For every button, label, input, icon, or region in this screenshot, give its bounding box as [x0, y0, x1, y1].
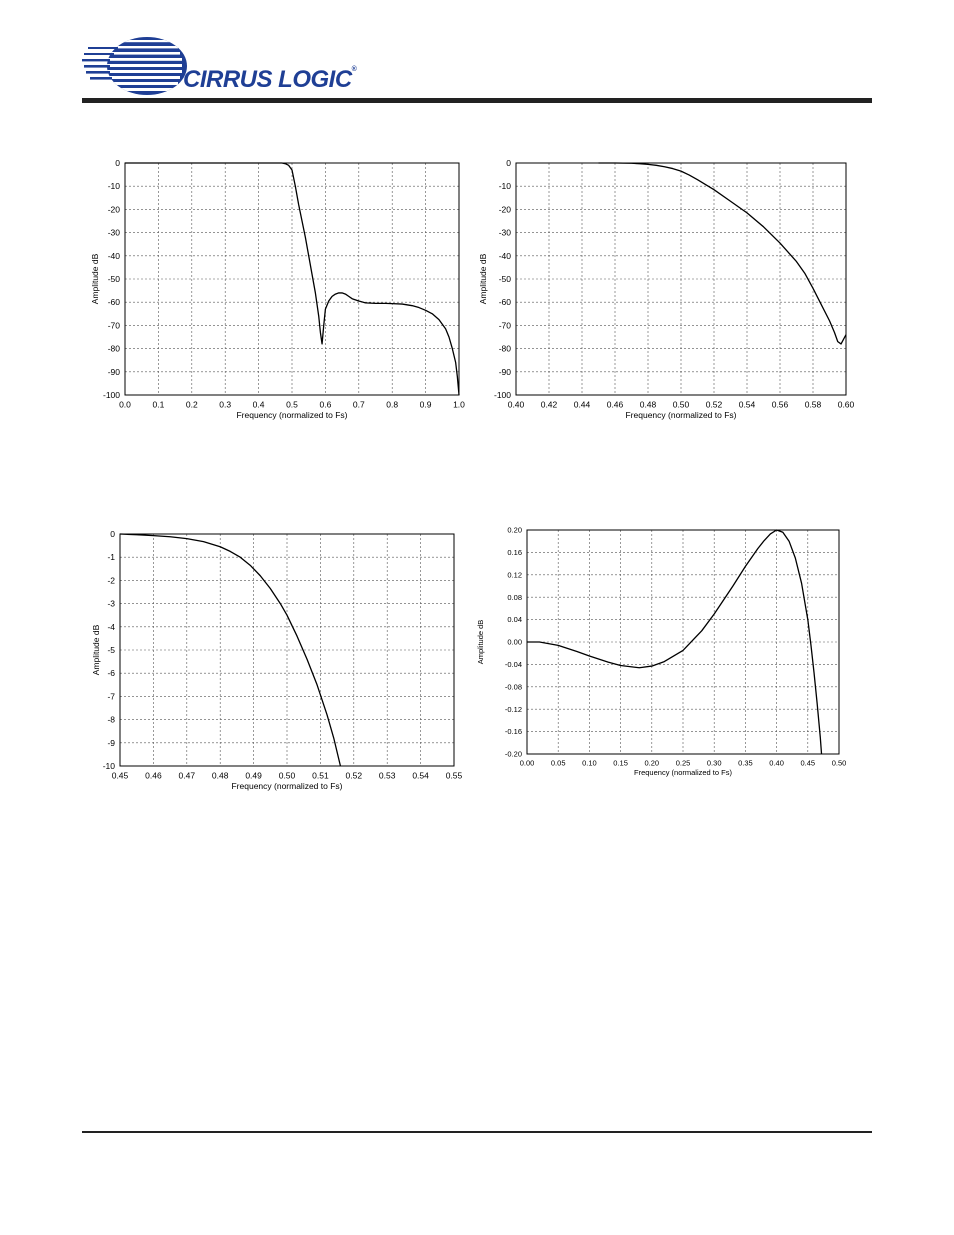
x-tick-label: 0.15	[613, 758, 628, 768]
y-tick-label: -100	[102, 389, 120, 400]
x-tick-label: 0.50	[831, 758, 847, 768]
y-tick-label: 0.04	[507, 615, 522, 625]
x-tick-label: 0.3	[219, 399, 232, 410]
y-tick-label: -70	[498, 320, 511, 331]
brand-text: CIRRUS LOGIC	[183, 66, 352, 93]
y-tick-label: -7	[107, 691, 115, 702]
x-tick-label: 0.5	[286, 399, 298, 410]
x-tick-label: 0.53	[378, 770, 396, 781]
y-tick-label: -10	[102, 760, 115, 771]
y-tick-label: 0.12	[507, 570, 522, 580]
y-tick-label: -0.20	[504, 749, 522, 759]
y-tick-label: -20	[107, 204, 120, 215]
y-tick-label: -20	[498, 204, 511, 215]
chart-passband-ripple	[470, 518, 860, 798]
x-tick-label: 0.52	[705, 399, 723, 410]
y-tick-label: -90	[498, 366, 511, 377]
chart-transition-detail	[82, 522, 472, 802]
y-axis-label: Amplitude dB	[478, 253, 488, 305]
y-axis-label: Amplitude dB	[476, 619, 485, 665]
y-tick-label: -9	[107, 737, 115, 748]
footer-rule	[82, 1131, 872, 1133]
x-tick-label: 0.0	[119, 399, 131, 410]
y-tick-label: 0.20	[507, 525, 522, 535]
x-tick-label: 0.46	[145, 770, 162, 781]
x-tick-label: 0.2	[185, 399, 198, 410]
y-tick-label: -2	[107, 575, 115, 586]
y-tick-label: -6	[107, 668, 115, 679]
x-axis-label: Frequency (normalized to Fs)	[625, 410, 737, 420]
y-tick-label: -80	[107, 343, 120, 354]
x-tick-label: 0.10	[582, 758, 597, 768]
x-tick-label: 0.45	[111, 770, 129, 781]
x-tick-label: 0.46	[606, 399, 624, 410]
x-tick-label: 0.49	[245, 770, 262, 781]
x-tick-label: 0.54	[412, 770, 429, 781]
y-tick-label: -10	[498, 181, 511, 192]
y-tick-label: 0.00	[507, 637, 522, 647]
y-tick-label: -50	[107, 273, 120, 284]
y-tick-label: 0	[110, 528, 115, 539]
x-tick-label: 0.55	[445, 770, 463, 781]
x-tick-label: 0.30	[706, 758, 722, 768]
x-tick-label: 0.54	[738, 399, 756, 410]
x-tick-label: 0.47	[178, 770, 196, 781]
x-tick-label: 1.0	[453, 399, 465, 410]
y-tick-label: 0	[115, 157, 120, 168]
header-rule	[82, 98, 872, 103]
x-tick-label: 0.7	[352, 399, 365, 410]
x-tick-label: 0.4	[252, 399, 265, 410]
x-tick-label: 0.1	[152, 399, 165, 410]
y-tick-label: -0.12	[504, 704, 522, 714]
x-tick-label: 0.50	[278, 770, 296, 781]
y-tick-label: -40	[498, 250, 511, 261]
y-tick-label: -70	[107, 320, 120, 331]
series-line	[599, 163, 847, 344]
y-tick-label: -30	[107, 227, 120, 238]
x-tick-label: 0.44	[573, 399, 591, 410]
x-tick-label: 0.40	[769, 758, 784, 768]
x-tick-label: 0.48	[211, 770, 229, 781]
y-tick-label: 0	[506, 157, 511, 168]
y-axis-label: Amplitude dB	[91, 624, 101, 676]
y-tick-label: -50	[498, 273, 511, 284]
x-tick-label: 0.45	[800, 758, 816, 768]
y-tick-label: -80	[498, 343, 511, 354]
x-tick-label: 0.60	[837, 399, 855, 410]
y-tick-label: 0.08	[507, 592, 522, 602]
y-tick-label: -5	[107, 644, 115, 655]
x-tick-label: 0.42	[540, 399, 558, 410]
x-tick-label: 0.56	[771, 399, 789, 410]
x-tick-label: 0.48	[639, 399, 657, 410]
y-tick-label: -60	[498, 297, 511, 308]
y-tick-label: -30	[498, 227, 511, 238]
x-tick-label: 0.58	[804, 399, 822, 410]
y-tick-label: -10	[107, 181, 120, 192]
x-tick-label: 0.00	[519, 758, 535, 768]
y-tick-label: -1	[107, 552, 115, 563]
y-tick-label: -8	[107, 714, 115, 725]
x-tick-label: 0.05	[550, 758, 566, 768]
y-tick-label: -0.04	[504, 660, 522, 670]
x-axis-label: Frequency (normalized to Fs)	[236, 410, 348, 420]
trademark-symbol: ®	[351, 66, 357, 73]
x-tick-label: 0.50	[672, 399, 690, 410]
x-tick-label: 0.51	[312, 770, 329, 781]
brand-name	[183, 66, 356, 94]
y-tick-label: -0.08	[504, 682, 522, 692]
x-tick-label: 0.9	[419, 399, 432, 410]
x-tick-label: 0.52	[345, 770, 363, 781]
y-tick-label: -60	[107, 297, 120, 308]
x-tick-label: 0.25	[675, 758, 691, 768]
x-axis-label: Frequency (normalized to Fs)	[634, 768, 732, 777]
x-tick-label: 0.35	[738, 758, 753, 768]
y-tick-label: -4	[107, 621, 115, 632]
y-axis-label: Amplitude dB	[90, 253, 100, 305]
x-tick-label: 0.8	[386, 399, 399, 410]
y-tick-label: -0.16	[504, 727, 522, 737]
chart-transition-band	[470, 150, 860, 430]
y-tick-label: 0.16	[507, 548, 522, 558]
x-axis-label: Frequency (normalized to Fs)	[231, 781, 343, 791]
x-tick-label: 0.6	[319, 399, 332, 410]
x-tick-label: 0.40	[507, 399, 525, 410]
y-tick-label: -40	[107, 250, 120, 261]
y-tick-label: -100	[493, 389, 511, 400]
chart-passband-stopband	[82, 150, 472, 430]
y-tick-label: -3	[107, 598, 115, 609]
x-tick-label: 0.20	[644, 758, 660, 768]
y-tick-label: -90	[107, 366, 120, 377]
